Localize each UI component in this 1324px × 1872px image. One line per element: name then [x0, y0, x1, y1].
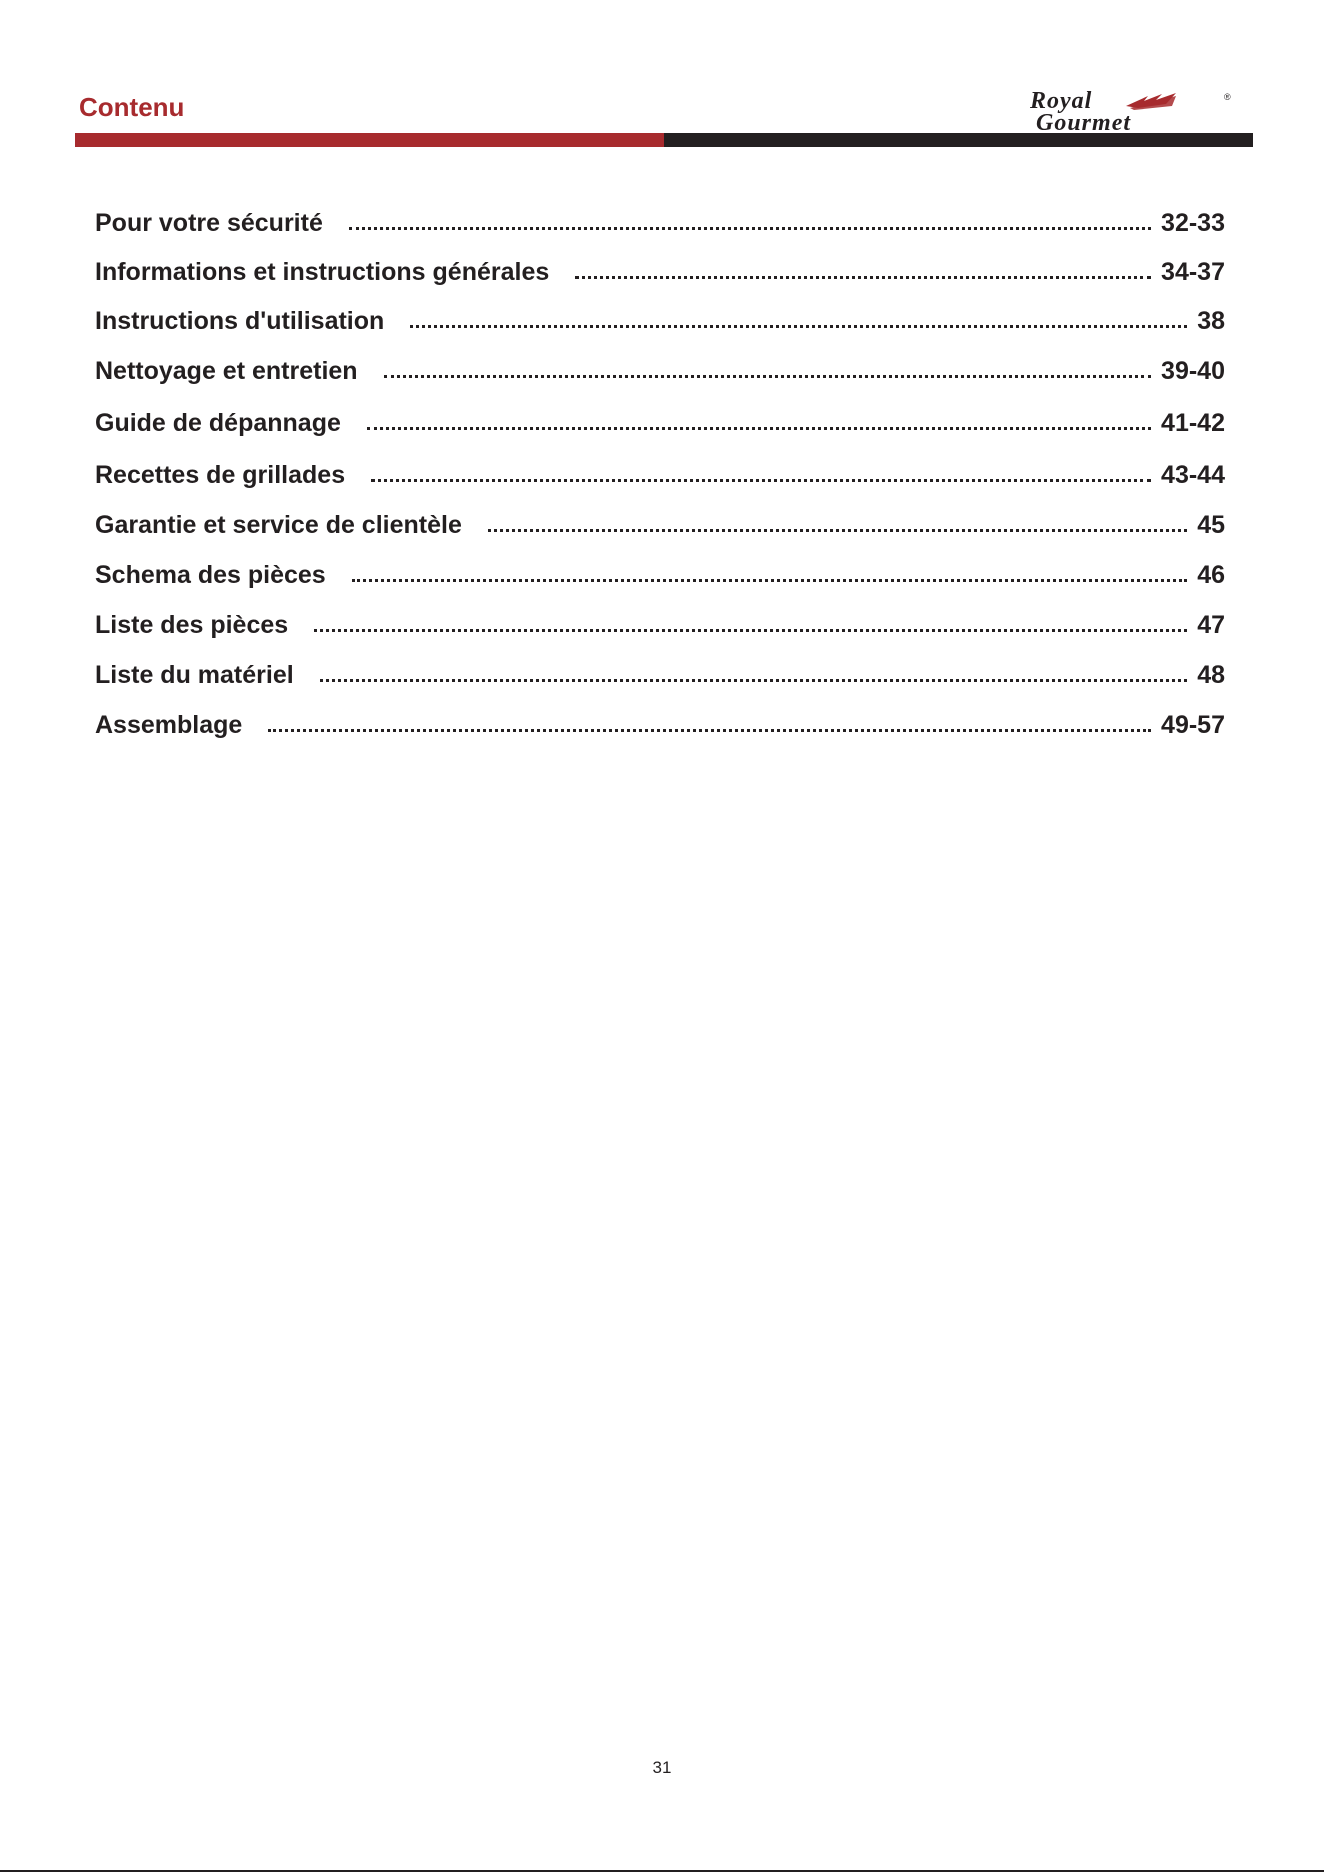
toc-leader — [410, 325, 1187, 328]
toc-label: Recettes de grillades — [95, 461, 346, 489]
logo-text-royal: Royal — [1030, 88, 1093, 114]
toc-leader — [314, 629, 1187, 632]
toc-label: Liste des pièces — [95, 611, 289, 639]
toc-leader — [352, 579, 1187, 582]
toc-row — [95, 706, 1225, 740]
flame-icon — [1126, 93, 1176, 110]
toc-leader — [488, 529, 1187, 532]
page-number: 31 — [652, 1758, 672, 1777]
toc-page: 34-37 — [1161, 258, 1225, 286]
toc-leader — [320, 679, 1188, 682]
toc-row — [95, 302, 1225, 336]
header-bar-dark — [664, 133, 1253, 147]
header-bar-red — [75, 133, 664, 147]
toc-page: 38 — [1197, 307, 1225, 335]
toc-label: Liste du matériel — [95, 661, 294, 689]
toc-label: Nettoyage et entretien — [95, 357, 358, 385]
toc-page: 39-40 — [1161, 357, 1225, 385]
toc-label: Guide de dépannage — [95, 409, 341, 437]
toc-row — [95, 656, 1225, 690]
toc-row — [95, 352, 1225, 386]
toc-row — [95, 556, 1225, 590]
toc-page: 41-42 — [1161, 409, 1225, 437]
toc-leader — [371, 479, 1151, 482]
toc-page: 32-33 — [1161, 209, 1225, 237]
toc-row — [95, 606, 1225, 640]
toc-leader — [349, 227, 1151, 230]
toc-page: 43-44 — [1161, 461, 1225, 489]
logo-text-gourmet: Gourmet — [1036, 110, 1132, 132]
toc-page: 47 — [1197, 611, 1225, 639]
toc-label: Pour votre sécurité — [95, 209, 323, 237]
toc-label: Garantie et service de clientèle — [95, 511, 462, 539]
toc-leader — [384, 375, 1151, 378]
toc-row — [95, 253, 1225, 287]
toc-row — [95, 506, 1225, 540]
toc-row — [95, 404, 1225, 438]
registered-mark: ® — [1224, 92, 1231, 102]
toc-page: 46 — [1197, 561, 1225, 589]
toc-label: Instructions d'utilisation — [95, 307, 385, 335]
toc-page: 48 — [1197, 661, 1225, 689]
toc-leader — [367, 427, 1151, 430]
toc-row — [95, 456, 1225, 490]
toc-label: Informations et instructions générales — [95, 258, 550, 286]
toc-page: 49-57 — [1161, 711, 1225, 739]
toc-row — [95, 204, 1225, 238]
royal-gourmet-logo — [1026, 88, 1234, 132]
toc-label: Schema des pièces — [95, 561, 326, 589]
page-title: Contenu — [79, 92, 185, 122]
toc-leader — [268, 729, 1151, 732]
toc-label: Assemblage — [95, 711, 243, 739]
toc-leader — [575, 276, 1151, 279]
toc-page: 45 — [1197, 511, 1225, 539]
